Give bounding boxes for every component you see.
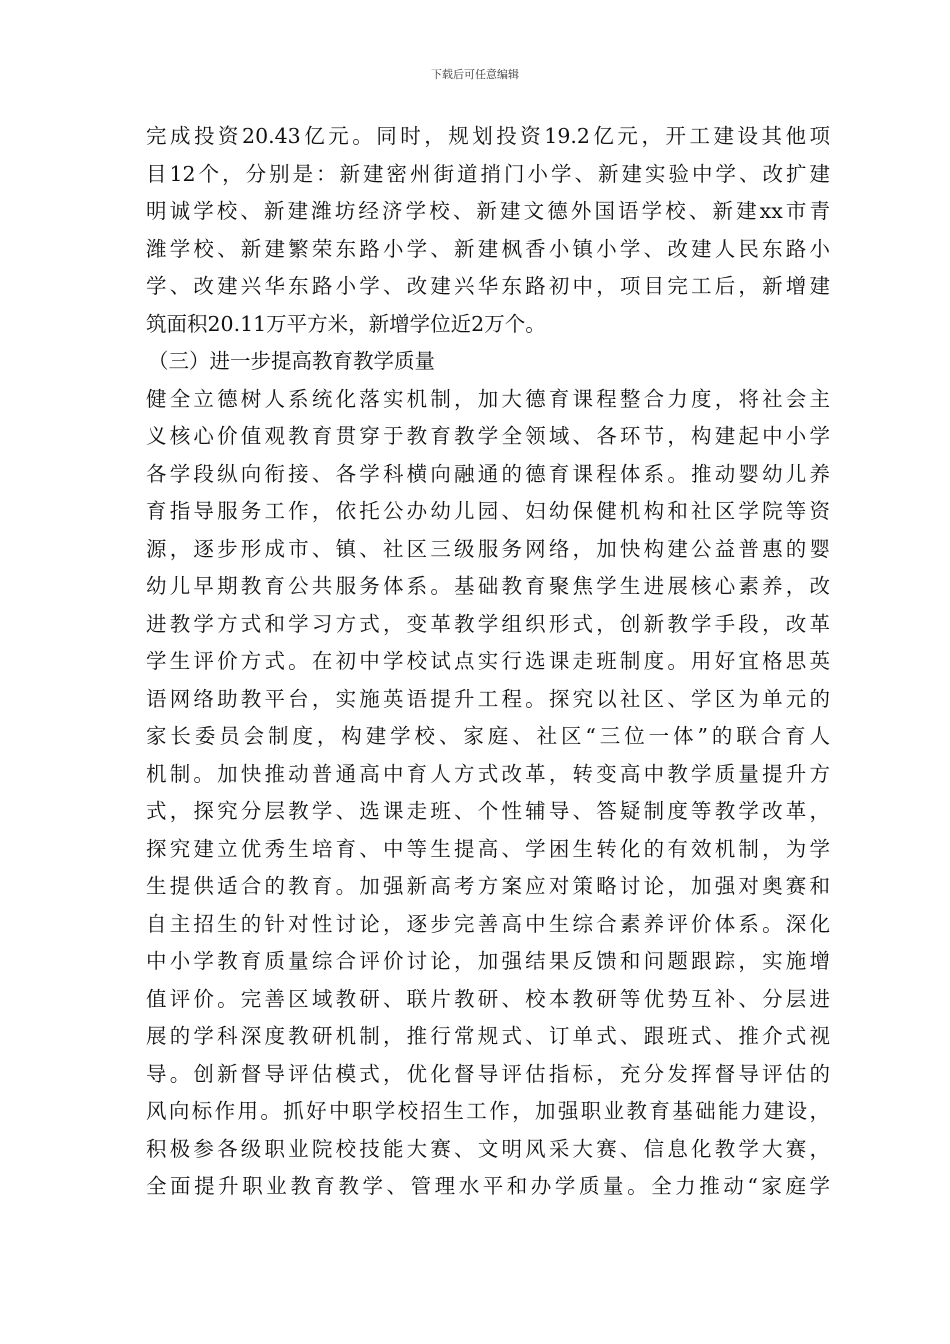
text-line: 潍学校、新建繁荣东路小学、新建枫香小镇小学、改建人民东路小 <box>146 236 830 261</box>
text-line: 展的学科深度教研机制，推行常规式、订单式、跟班式、推介式视 <box>146 1024 830 1048</box>
text-line: 式，探究分层教学、选课走班、个性辅导、答疑制度等教学改革， <box>146 799 830 823</box>
text-line: 筑面积20.11万平方米，新增学位近2万个。 <box>146 311 546 336</box>
text-line: 中小学教育质量综合评价讨论，加强结果反馈和问题跟踪，实施增 <box>146 949 830 973</box>
text-line: 生提供适合的教育。加强新高考方案应对策略讨论，加强对奥赛和 <box>146 874 830 898</box>
text-line: 导。创新督导评估模式，优化督导评估指标，充分发挥督导评估的 <box>146 1061 830 1086</box>
text-line: 机制。加快推动普通高中育人方式改革，转变高中教学质量提升方 <box>146 761 830 786</box>
text-line: 值评价。完善区域教研、联片教研、校本教研等优势互补、分层进 <box>146 986 830 1011</box>
text-line: 学生评价方式。在初中学校试点实行选课走班制度。用好宜格思英 <box>146 649 830 673</box>
text-line: 完成投资20.43亿元。同时，规划投资19.2亿元，开工建设其他项 <box>146 124 830 148</box>
text-line: 语网络助教平台，实施英语提升工程。探究以社区、学区为单元的 <box>146 686 830 711</box>
text-line: 探究建立优秀生培育、中等生提高、学困生转化的有效机制，为学 <box>146 836 830 861</box>
header-note: 下载后可任意编辑 <box>431 68 519 81</box>
text-line: 学、改建兴华东路小学、改建兴华东路初中，项目完工后，新增建 <box>146 274 830 298</box>
document-body <box>146 118 830 1206</box>
text-line: 明诚学校、新建潍坊经济学校、新建文德外国语学校、新建xx市青 <box>146 199 830 223</box>
text-line: 积极参各级职业院校技能大赛、文明风采大赛、信息化教学大赛， <box>146 1136 830 1161</box>
text-line: 自主招生的针对性讨论，逐步完善高中生综合素养评价体系。深化 <box>146 911 830 936</box>
text-line: 家长委员会制度，构建学校、家庭、社区“三位一体”的联合育人 <box>146 724 830 748</box>
text-line: 目12个，分别是：新建密州街道捎门小学、新建实验中学、改扩建 <box>146 161 830 186</box>
text-line: 幼儿早期教育公共服务体系。基础教育聚焦学生进展核心素养，改 <box>146 574 830 598</box>
text-line: 源，逐步形成市、镇、社区三级服务网络，加快构建公益普惠的婴 <box>146 536 830 561</box>
text-line: 进教学方式和学习方式，变革教学组织形式，创新教学手段，改革 <box>146 611 830 636</box>
text-line: 健全立德树人系统化落实机制，加大德育课程整合力度，将社会主 <box>146 386 830 411</box>
text-line: 各学段纵向衔接、各学科横向融通的德育课程体系。推动婴幼儿养 <box>146 461 830 486</box>
text-line: 全面提升职业教育教学、管理水平和办学质量。全力推动“家庭学 <box>146 1174 830 1198</box>
text-line: 风向标作用。抓好中职学校招生工作，加强职业教育基础能力建设， <box>146 1099 830 1123</box>
text-line: 义核心价值观教育贯穿于教育教学全领域、各环节，构建起中小学 <box>146 424 830 448</box>
text-line: 育指导服务工作，依托公办幼儿园、妇幼保健机构和社区学院等资 <box>146 499 830 523</box>
section-heading: （三）进一步提高教育教学质量 <box>148 349 435 373</box>
